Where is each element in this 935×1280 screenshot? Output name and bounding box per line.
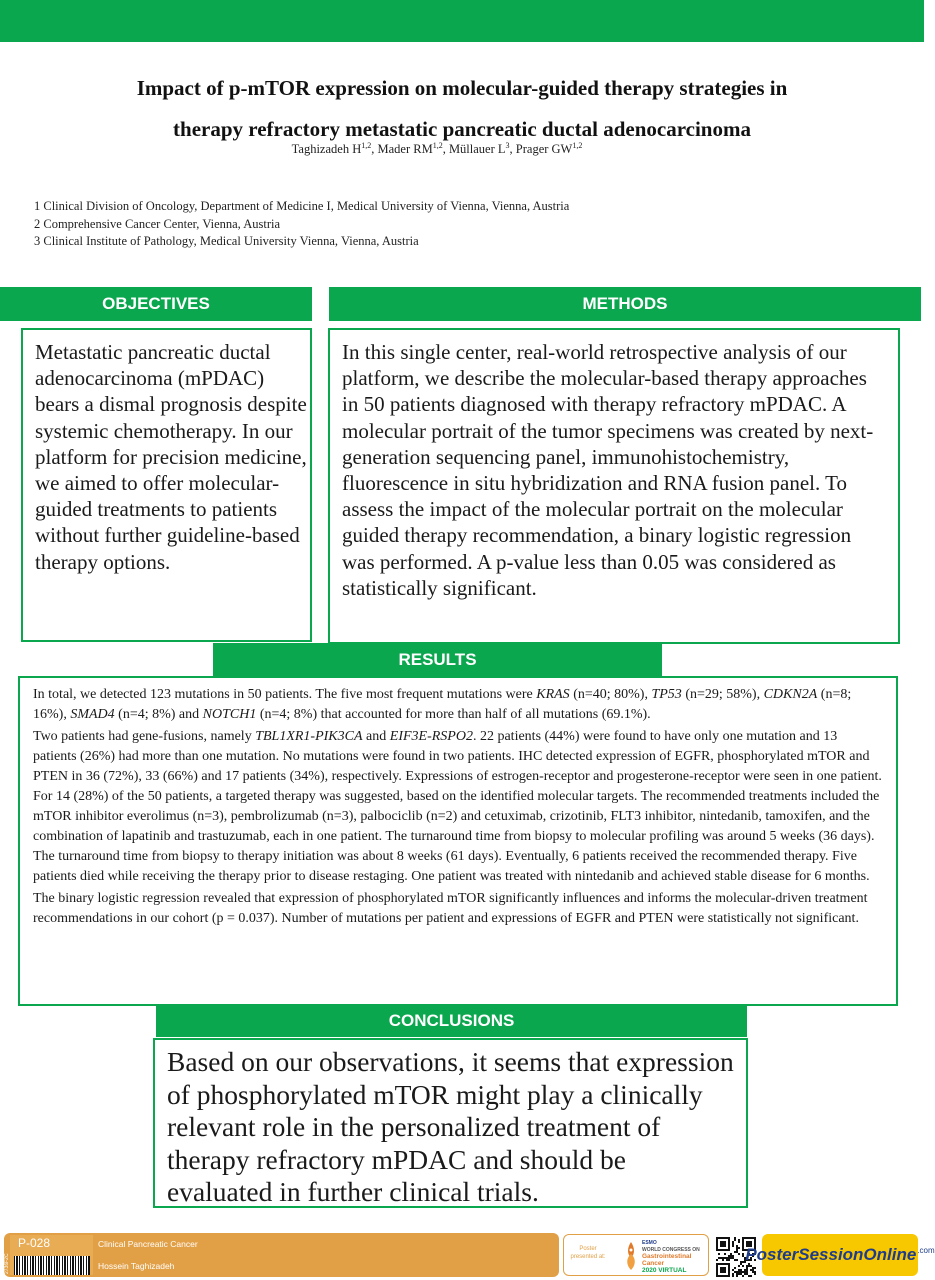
affiliations — [34, 198, 569, 251]
title-line-2: therapy refractory metastatic pancreatic ductal adenocarcinoma — [173, 117, 751, 141]
congress-line-4: 2020 VIRTUAL — [642, 1267, 687, 1274]
results-text-segment: and — [362, 729, 390, 744]
brand-suffix: .com — [917, 1245, 935, 1255]
gene-name: TBL1XR1-PIK3CA — [255, 729, 363, 744]
results-text-segment: (n=29; 58%), — [681, 687, 764, 702]
poster-id: P-028 — [18, 1236, 51, 1250]
affiliation-1: 1 Clinical Division of Oncology, Department of Medicine I, Medical University of Vienna, Vienna, Austria — [34, 199, 570, 213]
presented-at-label: Poster presented at: — [570, 1246, 606, 1260]
results-text-segment: Two patients had gene-fusions, namely — [33, 729, 256, 744]
gene-name: TP53 — [651, 687, 682, 702]
affiliation-2: 2 Comprehensive Cancer Center, Vienna, Austria — [34, 216, 281, 231]
affiliation-3: 3 Clinical Institute of Pathology, Medical University Vienna, Vienna, Austria — [34, 234, 419, 248]
objectives-heading: OBJECTIVES — [0, 287, 312, 321]
author-list: Taghizadeh H$^{1,2}$, Mader RM$^{1,2}$, Müllauer $L^3$, Prager GW$^{1,2}$ — [291, 141, 583, 157]
results-text — [33, 685, 884, 929]
gene-name: SMAD4 — [70, 707, 115, 722]
congress-org: ESMO — [642, 1240, 657, 1246]
gene-name: NOTCH1 — [202, 707, 257, 722]
vertical-code: 2736F2C — [4, 1253, 10, 1274]
poster-session-online-logo[interactable] — [745, 1234, 935, 1276]
gene-name: KRAS — [536, 687, 570, 702]
results-heading: RESULTS — [213, 643, 662, 677]
footer-author: Hossein Taghizadeh — [98, 1261, 175, 1271]
title-line-1: Impact of p-mTOR expression on molecular-guided therapy strategies in — [136, 76, 788, 100]
methods-text: In this single center, real-world retrospective analysis of our platform, we describe the molecular-based therapy approaches in 50 patients diagnosed with therapy refractory mPDAC. A molecular portrait of the tumor specimens was created by next-generation sequencing panel, immunohistochemistry, fluorescence in situ hybridization and RNA fusion panel. To assess the impact of the molecular portrait on the molecular guided therapy recommendation, a binary logistic regression was performed. A p-value less than 0.05 was considered as statistically significant. — [342, 340, 874, 600]
congress-logo-icon — [623, 1240, 639, 1272]
author-3: Müllauer $L^3$ — [448, 141, 510, 157]
conclusions-box — [153, 1038, 748, 1208]
congress-line-2: Gastrointestinal — [642, 1253, 692, 1260]
results-text-segment: (n=4; 8%) and — [114, 707, 203, 722]
header-bar — [0, 0, 924, 42]
results-text-segment: The binary logistic regression revealed that expression of phosphorylated mTOR significantly influences and informs the molecular-driven treatment recommendations in our cohort (p = 0.037). Number of mutations per patient and expressions of EGFR and PTEN were statistically not significant. — [33, 891, 868, 926]
gene-name: EIF3E-RSPO2 — [389, 729, 473, 744]
results-text-segment: . 22 patients (44%) were found to have only one mutation and 13 patients (26%) had more than one mutation. No mutations were found in two patients. IHC detected expression of EGFR, phosphorylated mTOR and PTEN in 36 (72%), 33 (66%) and 17 patients (34%), respectively. Expressions of estrogen-receptor and progesterone-receptor were seen in one patient. For 14 (28%) of the 50 patients, a targeted therapy was suggested, based on the identified molecular targets. The recommended treatments included the mTOR inhibitor everolimus (n=3), pembrolizumab (n=3), palbociclib (n=2) and cetuximab, crizotinib, FLT3 inhibitor, nintedanib, tamoxifen, and the combination of lapatinib and trastuzumab, each in one patient. The turnaround time from biopsy to molecular profiling was around 5 weeks (36 days). The turnaround time from biopsy to therapy initiation was about 8 weeks (61 days). Eventually, 6 patients received the recommended therapy. Five patients died while receiving the therapy prior to disease restaging. One patient was treated with nintedanib and achieved stable disease for 6 months. — [33, 729, 882, 884]
objectives-text: Metastatic pancreatic ductal adenocarcinoma (mPDAC) bears a dismal prognosis despite systemic chemotherapy. In our platform for precision medicine, we aimed to offer molecular-guided treatments to patients without further guideline-based therapy options. — [35, 340, 307, 574]
congress-line-3: Cancer — [642, 1260, 665, 1267]
results-text-segment: (n=40; 80%), — [569, 687, 652, 702]
results-text-segment: In total, we detected 123 mutations in 50 patients. The five most frequent mutations were — [33, 687, 537, 702]
results-box — [18, 676, 898, 1006]
brand-name: PosterSessionOnline — [745, 1245, 917, 1264]
methods-box — [328, 328, 900, 644]
footer-topic: Clinical Pancreatic Cancer — [98, 1239, 198, 1249]
barcode-icon — [14, 1256, 90, 1275]
poster-title — [60, 64, 864, 153]
author-2: Mader RM$^{1,2}$ — [377, 141, 443, 157]
results-paragraph-1 — [33, 685, 884, 725]
results-paragraph-2 — [33, 727, 884, 887]
author-4: Prager GW$^{1,2}$ — [515, 141, 583, 157]
conclusions-heading: CONCLUSIONS — [156, 1005, 747, 1037]
gene-name: CDKN2A — [763, 687, 818, 702]
results-paragraph-3 — [33, 889, 884, 929]
results-text-segment: (n=4; 8%) that accounted for more than half of all mutations (69.1%). — [256, 707, 651, 722]
methods-heading: METHODS — [329, 287, 921, 321]
congress-name — [642, 1240, 700, 1274]
conclusions-text: Based on our observations, it seems that expression of phosphorylated mTOR might play a clinically relevant role in the personalized treatment of therapy refractory mPDAC and should be evaluated in further clinical trials. — [167, 1046, 734, 1207]
results-text-segment: (n=8; 16%), — [33, 687, 852, 722]
objectives-box — [21, 328, 312, 642]
congress-line-1: WORLD CONGRESS ON — [642, 1246, 700, 1253]
author-1: Taghizadeh H$^{1,2}$ — [291, 141, 372, 157]
